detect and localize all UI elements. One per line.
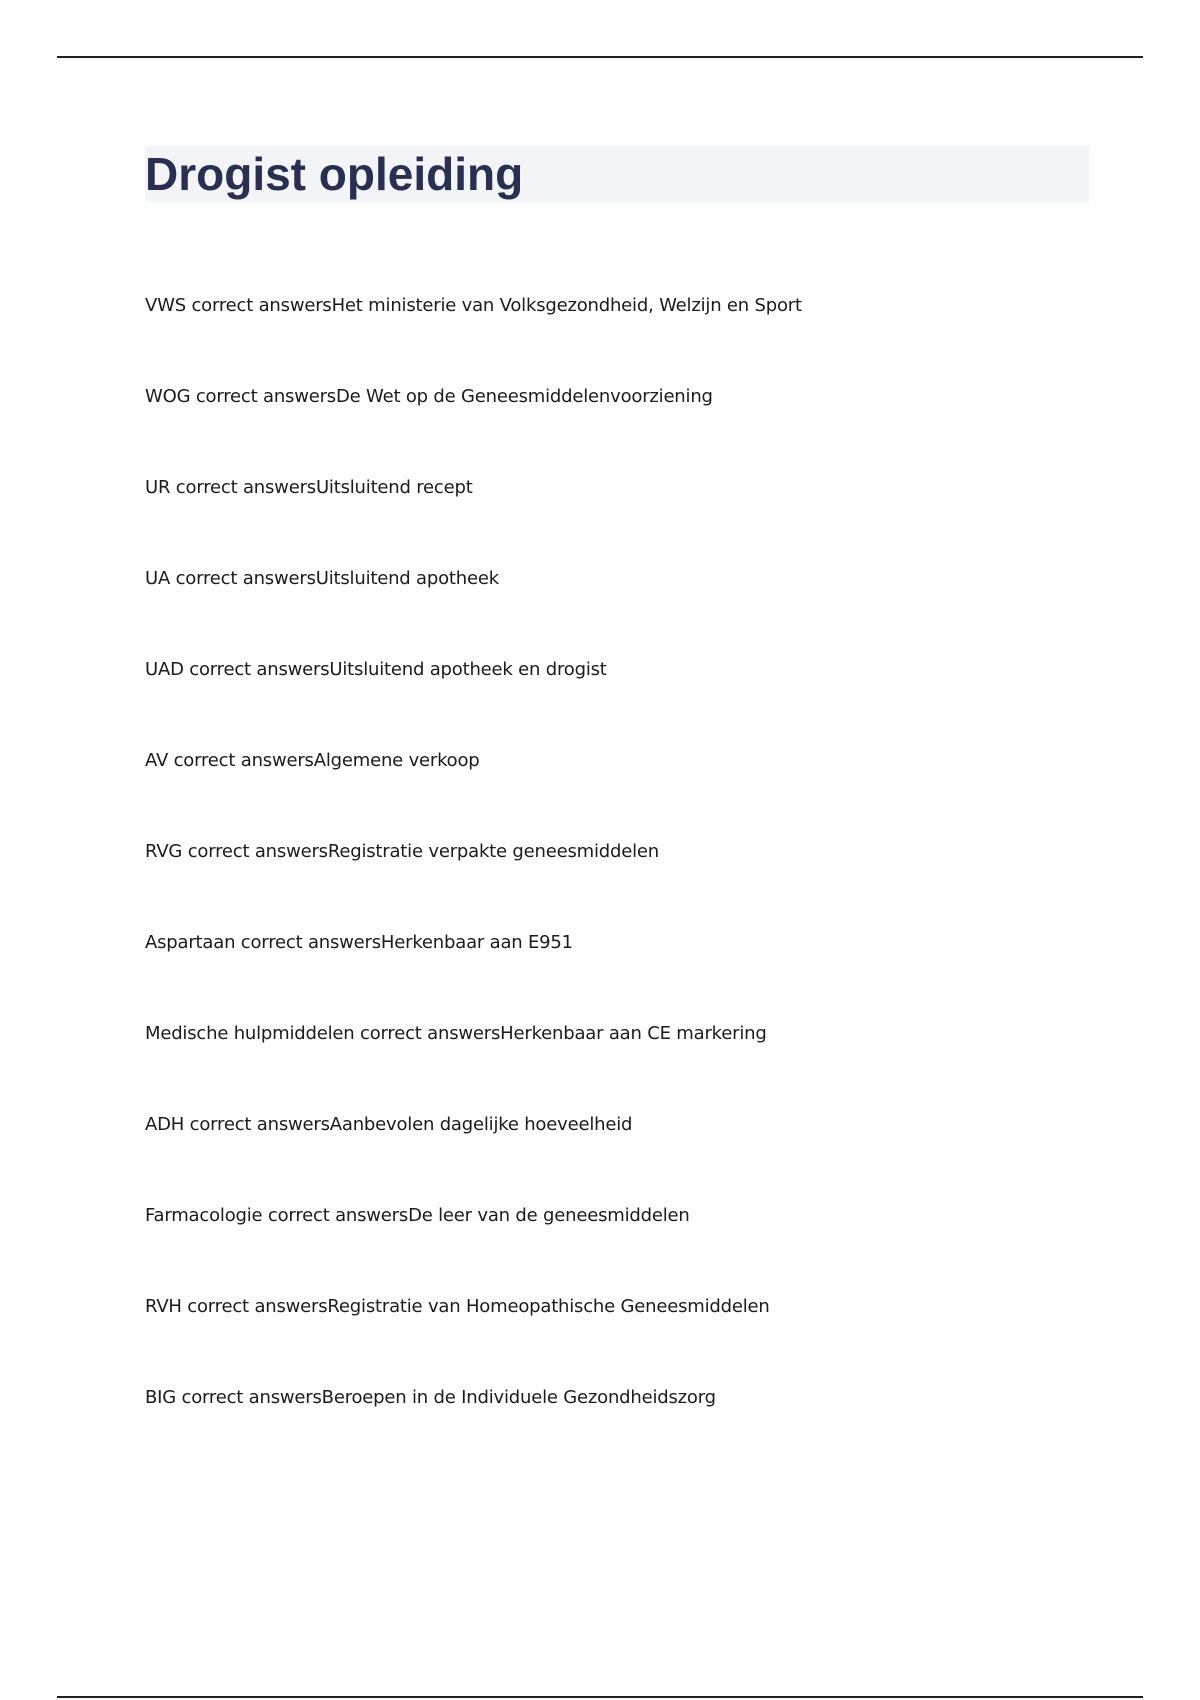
flashcard-entry-av: AV correct answersAlgemene verkoop — [145, 750, 480, 771]
flashcard-entry-medische-hulpmiddelen: Medische hulpmiddelen correct answersHerkenbaar aan CE markering — [145, 1023, 767, 1044]
top-rule — [57, 56, 1143, 58]
flashcard-entry-aspartaan: Aspartaan correct answersHerkenbaar aan E951 — [145, 932, 573, 953]
flashcard-entry-big: BIG correct answersBeroepen in de Individuele Gezondheidszorg — [145, 1387, 716, 1408]
flashcard-entry-rvh: RVH correct answersRegistratie van Homeopathische Geneesmiddelen — [145, 1296, 770, 1317]
flashcard-entry-ua: UA correct answersUitsluitend apotheek — [145, 568, 499, 589]
bottom-rule — [57, 1696, 1143, 1698]
flashcard-entry-farmacologie: Farmacologie correct answersDe leer van de geneesmiddelen — [145, 1205, 690, 1226]
flashcard-entry-adh: ADH correct answersAanbevolen dagelijke hoeveelheid — [145, 1114, 633, 1135]
document-title: Drogist opleiding — [145, 148, 524, 200]
flashcard-list — [145, 292, 1125, 1475]
flashcard-entry-rvg: RVG correct answersRegistratie verpakte geneesmiddelen — [145, 841, 660, 862]
flashcard-entry-ur: UR correct answersUitsluitend recept — [145, 477, 473, 498]
flashcard-entry-uad: UAD correct answersUitsluitend apotheek en drogist — [145, 659, 607, 680]
flashcard-entry-wog: WOG correct answersDe Wet op de Geneesmiddelenvoorziening — [145, 386, 713, 407]
flashcard-entry-vws: VWS correct answersHet ministerie van Volksgezondheid, Welzijn en Sport — [145, 295, 802, 316]
